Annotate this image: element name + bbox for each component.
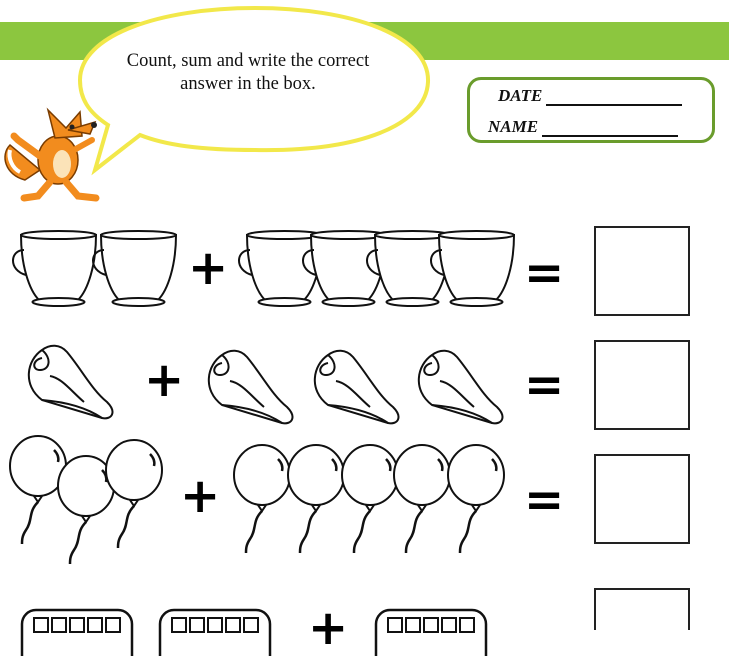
answer-box[interactable] — [594, 226, 690, 316]
name-line — [542, 121, 678, 137]
balloon-icon — [286, 445, 348, 560]
shell-icon — [22, 340, 122, 425]
cup-icon — [16, 230, 106, 310]
name-label: NAME — [488, 117, 539, 136]
date-name-box — [467, 77, 715, 143]
name-field[interactable] — [488, 117, 678, 137]
plus-sign: + — [144, 352, 185, 408]
equals-sign: = — [524, 357, 565, 413]
date-label: DATE — [498, 86, 543, 105]
shell-icon — [202, 345, 302, 430]
answer-box[interactable] — [594, 588, 690, 630]
balloon-icon — [446, 445, 508, 560]
date-line — [546, 90, 682, 106]
balloon-icon — [104, 440, 166, 555]
answer-box[interactable] — [594, 454, 690, 544]
plus-sign: + — [308, 600, 349, 656]
shell-icon — [308, 345, 408, 430]
equals-sign: = — [524, 472, 565, 528]
balloon-icon — [392, 445, 454, 560]
cup-icon — [434, 230, 524, 310]
fox-icon — [0, 100, 120, 205]
plus-sign: + — [180, 468, 221, 524]
balloon-icon — [232, 445, 294, 560]
bus-icon — [158, 596, 273, 630]
cup-icon — [96, 230, 186, 310]
bus-icon — [374, 596, 489, 630]
shell-icon — [412, 345, 512, 430]
plus-sign: + — [188, 240, 229, 296]
instruction-text: Count, sum and write the correct answer in the box. — [126, 51, 370, 94]
answer-box[interactable] — [594, 340, 690, 430]
equals-sign: = — [524, 245, 565, 301]
bus-icon — [20, 596, 135, 630]
date-field[interactable] — [498, 86, 682, 106]
